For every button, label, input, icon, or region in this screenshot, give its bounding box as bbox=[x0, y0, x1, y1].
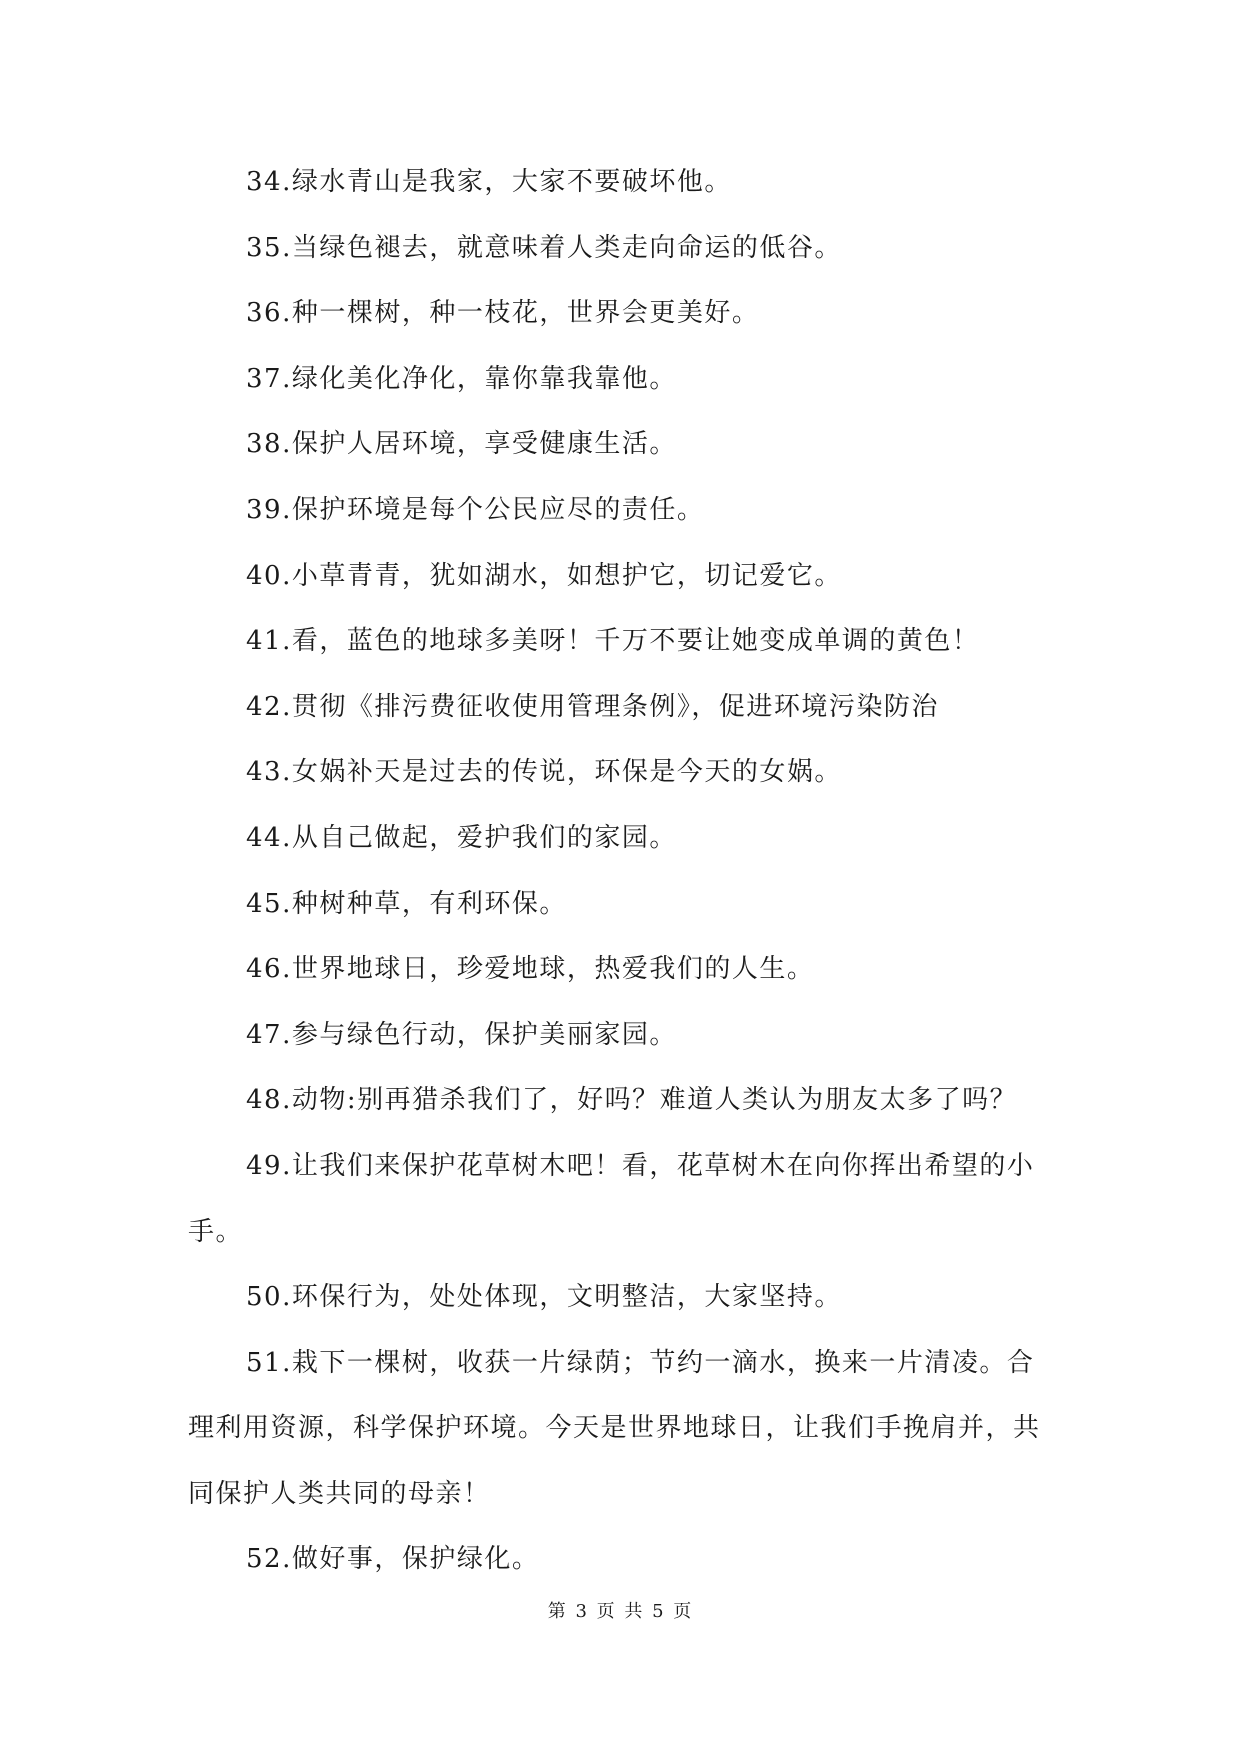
slogan-paragraph: 44.从自己做起，爱护我们的家园。 bbox=[246, 822, 677, 853]
slogan-paragraph: 49.让我们来保护花草树木吧！看，花草树木在向你挥出希望的小手。 bbox=[188, 1150, 1035, 1247]
slogan-paragraph: 35.当绿色褪去，就意味着人类走向命运的低谷。 bbox=[246, 232, 842, 263]
slogan-paragraph: 42.贯彻《排污费征收使用管理条例》，促进环境污染防治 bbox=[246, 691, 939, 722]
slogan-paragraph: 36.种一棵树，种一枝花，世界会更美好。 bbox=[246, 298, 760, 329]
slogan-paragraph: 40.小草青青，犹如湖水，如想护它，切记爱它。 bbox=[246, 560, 842, 591]
slogan-paragraph: 47.参与绿色行动，保护美丽家园。 bbox=[246, 1019, 677, 1050]
slogan-paragraph: 34.绿水青山是我家，大家不要破坏他。 bbox=[246, 167, 732, 197]
slogan-paragraph: 51.栽下一棵树，收获一片绿荫；节约一滴水，换来一片清凌。合理利用资源，科学保护环境。今天是世界地球日，让我们手挽肩并，共同保护人类共同的母亲！ bbox=[188, 1347, 1041, 1509]
slogan-paragraph: 37.绿化美化净化，靠你靠我靠他。 bbox=[246, 363, 677, 394]
slogan-paragraph: 48.动物:别再猎杀我们了，好吗？难道人类认为朋友太多了吗？ bbox=[246, 1085, 1018, 1116]
page-footer: 第 3 页 共 5 页 bbox=[547, 1601, 694, 1622]
slogan-paragraph: 39.保护环境是每个公民应尽的责任。 bbox=[246, 494, 705, 525]
document-body bbox=[188, 150, 1058, 1593]
slogan-paragraph: 46.世界地球日，珍爱地球，热爱我们的人生。 bbox=[246, 954, 815, 985]
slogan-paragraph: 52.做好事，保护绿化。 bbox=[246, 1544, 540, 1575]
slogan-paragraph: 50.环保行为，处处体现，文明整洁，大家坚持。 bbox=[246, 1282, 842, 1313]
slogan-paragraph: 41.看，蓝色的地球多美呀！千万不要让她变成单调的黄色！ bbox=[246, 626, 980, 657]
slogan-paragraph: 43.女娲补天是过去的传说，环保是今天的女娲。 bbox=[246, 757, 842, 788]
slogan-paragraph: 45.种树种草，有利环保。 bbox=[246, 888, 567, 919]
slogan-paragraph: 38.保护人居环境，享受健康生活。 bbox=[246, 429, 677, 460]
